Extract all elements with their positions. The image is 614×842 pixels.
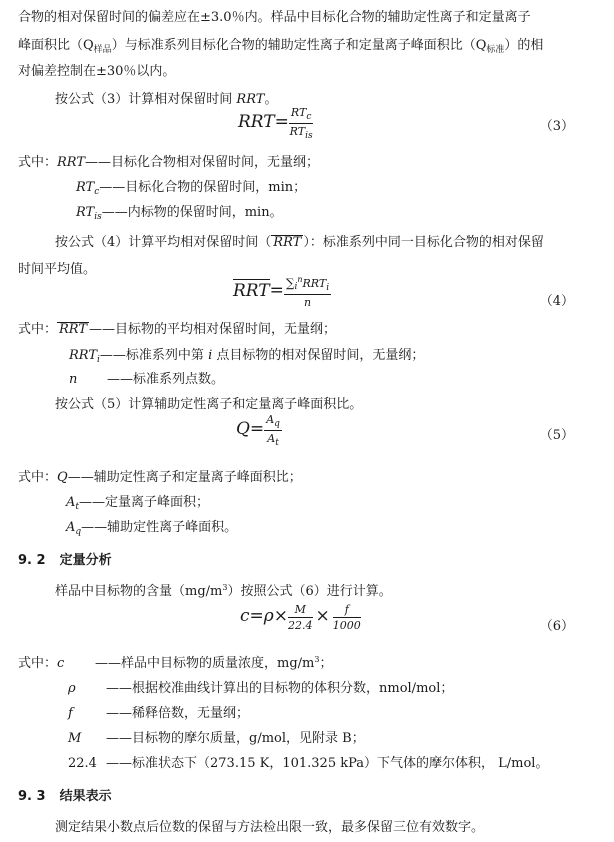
subscript: i — [97, 355, 100, 365]
section-title: 结果表示 — [59, 789, 112, 804]
formula-intro: 按公式（5）计算辅助定性离子和定量离子峰面积比。 — [55, 397, 363, 412]
symbol: M — [68, 731, 82, 746]
definition: ； — [319, 656, 333, 671]
section-title: 定量分析 — [59, 553, 112, 568]
definition: ——目标化合物的保留时间，min； — [99, 180, 307, 195]
symbol: RRT — [69, 348, 98, 363]
where-line — [66, 491, 209, 512]
equation-number: （4） — [539, 294, 574, 309]
superscript: 3 — [314, 655, 320, 664]
where-line — [68, 752, 548, 771]
section-heading — [18, 785, 112, 804]
where-line — [18, 151, 319, 170]
symbol-overline: RRT — [59, 322, 88, 337]
definition: ——内标物的保留时间，min。 — [101, 205, 283, 220]
definition: ——目标化合物相对保留时间，无量纲； — [85, 155, 320, 170]
equation-number: （5） — [539, 428, 574, 443]
text: 按公式（4）计算平均相对保留时间（ — [55, 235, 272, 250]
numerator: f — [333, 603, 361, 618]
definition: ——根据校准曲线计算出的目标物的体积分数，nmol/mol； — [106, 681, 454, 696]
where-prefix: 式中： — [18, 155, 58, 170]
paragraph-line: 合物的相对保留时间的偏差应在±3.0％内。样品中目标化合物的辅助定性离子和定量离子 — [18, 10, 531, 25]
section-heading — [18, 549, 112, 568]
where-line — [68, 727, 365, 746]
symbol: RT — [76, 205, 95, 220]
fraction — [284, 275, 331, 309]
denominator: 1000 — [332, 619, 361, 632]
text: ）按照公式（6）进行计算。 — [227, 584, 392, 599]
numerator: $RT_c$ — [290, 106, 312, 122]
text: ）的相 — [504, 38, 544, 53]
symbol: f — [68, 706, 73, 721]
where-line — [76, 201, 283, 222]
symbol: 22.4 — [68, 756, 97, 771]
formula-3 — [238, 106, 313, 141]
denominator: n — [303, 296, 312, 309]
subscript: is — [94, 212, 102, 222]
where-prefix: 式中： — [18, 656, 58, 671]
subscript: 标准 — [486, 45, 505, 55]
paragraph-line: 时间平均值。 — [18, 262, 97, 277]
symbol: RRT — [236, 92, 265, 107]
paragraph-line — [55, 580, 392, 599]
definition: ——定量离子峰面积； — [79, 495, 210, 510]
definition: ——辅助定性离子和定量离子峰面积比； — [67, 470, 302, 485]
paragraph-line: 测定结果小数点后位数的保留与方法检出限一致，最多保留三位有效数字。 — [55, 820, 485, 835]
denominator: $A_t$ — [267, 432, 279, 448]
formula-lhs: c=ρ× — [240, 606, 289, 626]
definition: ——稀释倍数，无量纲； — [106, 706, 250, 721]
symbol: n — [69, 372, 78, 387]
definition: ——样品中目标物的质量浓度，mg/m — [95, 656, 315, 671]
equation-number: （3） — [539, 119, 574, 134]
formula-6 — [240, 603, 361, 632]
definition: ——标准系列点数。 — [107, 372, 225, 387]
subscript: 样品 — [93, 45, 112, 55]
text: 。 — [264, 92, 278, 107]
definition: ——目标物的平均相对保留时间，无量纲； — [89, 322, 337, 337]
numerator: $A_q$ — [266, 413, 280, 429]
subscript: c — [94, 187, 100, 197]
symbol-overline: RRT — [273, 235, 302, 250]
where-line — [69, 368, 224, 387]
formula-lhs: Q= — [236, 419, 265, 439]
text: 按公式（3）计算相对保留时间 — [55, 92, 237, 107]
fraction — [288, 603, 313, 632]
section-number: 9. 2 — [18, 553, 46, 568]
formula-4 — [233, 275, 331, 309]
section-number: 9. 3 — [18, 789, 46, 804]
text: 样品中目标物的含量（mg/m — [55, 584, 223, 599]
equals-sign: = — [269, 280, 284, 301]
denominator: $RT_{is}$ — [289, 125, 313, 141]
fraction — [333, 603, 361, 632]
formula-intro — [55, 88, 277, 107]
formula-5 — [236, 413, 282, 448]
fraction — [289, 106, 313, 141]
symbol: c — [57, 656, 65, 671]
where-line — [68, 702, 249, 721]
where-line — [69, 344, 424, 365]
definition: ——标准状态下（273.15 K，101.325 kPa）下气体的摩尔体积， L/mol。 — [106, 756, 549, 771]
symbol: RRT — [57, 155, 86, 170]
symbol: A — [66, 520, 76, 535]
symbol: RT — [76, 180, 95, 195]
symbol: i — [208, 348, 213, 363]
superscript: 3 — [222, 583, 228, 592]
where-line — [68, 677, 453, 696]
where-line — [18, 318, 336, 337]
paragraph-line — [18, 34, 543, 55]
formula-lhs: RRT= — [238, 112, 289, 132]
formula-intro — [55, 231, 544, 250]
times-sign: × — [315, 606, 330, 626]
definition: 点目标物的相对保留时间，无量纲； — [212, 348, 425, 363]
numerator: $\sum_i^nRRT_i$ — [285, 275, 330, 293]
denominator: 22.4 — [288, 619, 313, 632]
definition: ——辅助定性离子峰面积。 — [81, 520, 238, 535]
formula-lhs: RRT — [233, 280, 270, 301]
fraction — [264, 413, 282, 448]
symbol: A — [66, 495, 76, 510]
where-prefix: 式中： — [18, 322, 58, 337]
where-line — [18, 652, 332, 671]
where-line — [18, 466, 302, 485]
definition: ——标准系列中第 — [99, 348, 209, 363]
symbol: ρ — [68, 681, 76, 696]
where-line — [76, 176, 306, 197]
numerator: M — [288, 603, 313, 618]
definition: ——目标物的摩尔质量，g/mol，见附录 B； — [106, 731, 365, 746]
text: 峰面积比（Q — [18, 38, 94, 53]
paragraph-line: 对偏差控制在±30％以内。 — [18, 64, 176, 79]
symbol: Q — [57, 470, 68, 485]
text: ）与标准系列目标化合物的辅助定性离子和定量离子峰面积比（Q — [111, 38, 487, 53]
where-line — [66, 516, 237, 537]
text: ）：标准系列中同一目标化合物的相对保留 — [303, 235, 544, 250]
where-prefix: 式中： — [18, 470, 58, 485]
equation-number: （6） — [539, 619, 574, 634]
subscript: t — [75, 502, 80, 512]
subscript: q — [75, 527, 82, 537]
